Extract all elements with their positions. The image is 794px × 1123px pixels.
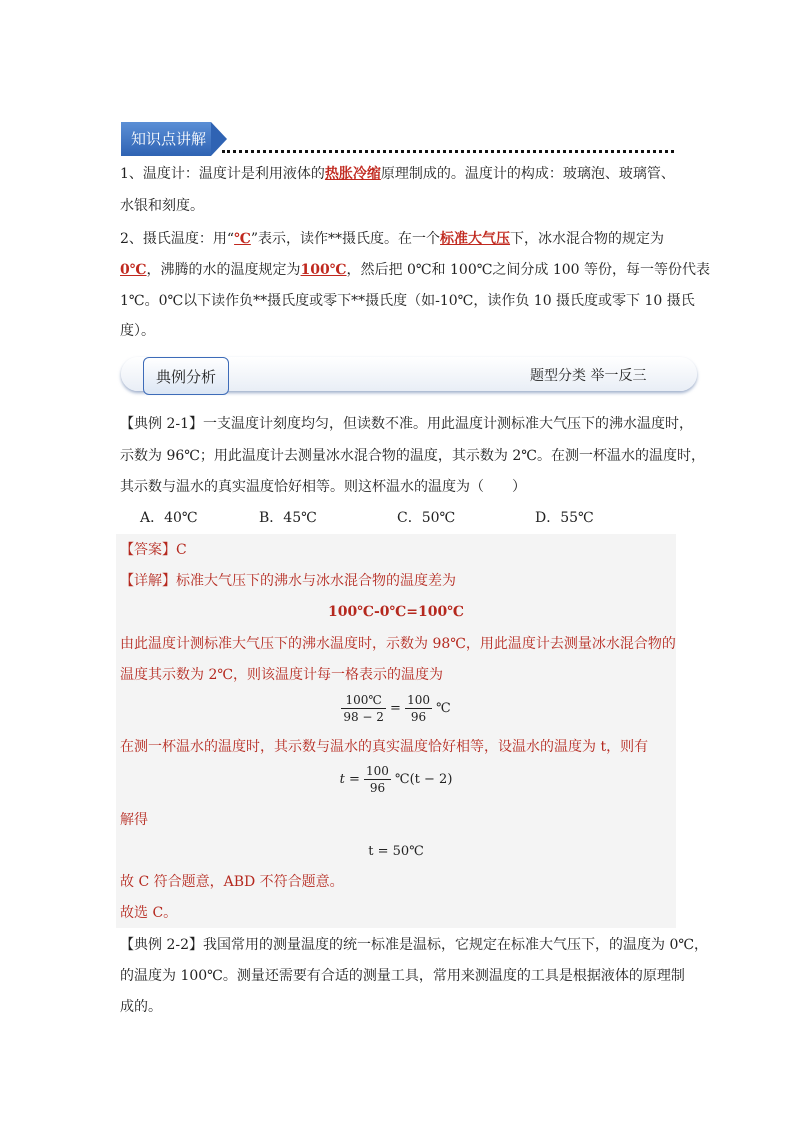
example-section-title: 典例分析 [155,368,216,386]
ex1-detail-line-3: 由此温度计测标准大气压下的沸水温度时，示数为 98℃，用此温度计去测量冰水混合物的 [120,636,676,652]
kp-paragraph-2-line-2: 0℃，沸腾的水的温度规定为100℃，然后把 0℃和 100℃之间分成 100 等份，每一等份代表 [120,262,711,278]
example-section-subtitle: 题型分类 举一反三 [530,368,647,384]
ex1-question-line-3: 其示数与温水的真实温度恰好相等。则这杯温水的温度为（ ） [120,479,526,495]
highlight-standard-pressure: 标准大气压 [440,231,511,247]
ex1-option-c: C．50℃ [397,510,456,526]
kp-paragraph-2-line-3: 1℃。0℃以下读作负**摄氏度或零下**摄氏度（如-10℃，读作负 10 摄氏度或零下 10 摄氏 [120,293,695,309]
dotted-divider [222,150,674,153]
kp-paragraph-2-line-4: 度）。 [120,323,155,339]
ex2-question-line-2: 的温度为 100℃。测量还需要有合适的测量工具，常用来测温度的工具是根据液体的原理制 [120,968,685,984]
ex1-question-line-1: 【典例 2-1】一支温度计刻度均匀，但读数不准。用此温度计测标准大气压下的沸水温度时， [120,416,693,432]
knowledge-section-title: 知识点讲解 [131,130,207,148]
kp-paragraph-1-line-1: 1、温度计：温度计是利用液体的热胀冷缩原理制成的。温度计的构成：玻璃泡、玻璃管、 [120,166,675,182]
kp-paragraph-1-line-2: 水银和刻度。 [120,198,204,214]
knowledge-section-banner [121,122,211,156]
ex1-detail-line-9: 故选 C。 [120,905,178,921]
ex1-detail-line-6: 解得 [120,812,148,828]
formula-2-fraction: $\frac{100}{96}$ [366,764,389,795]
ex2-question-line-3: 成的。 [120,999,162,1015]
formula-1-fraction-a: $\frac{100℃}{98 - 2}$ [343,693,384,724]
formula-1-fraction-b: $\frac{100}{96}$ [407,693,430,724]
ex1-option-d: D．55℃ [535,510,594,526]
ex1-detail-line-1: 【详解】标准大气压下的沸水与冰水混合物的温度差为 [120,573,456,589]
ex1-detail-line-8: 故 C 符合题意，ABD 不符合题意。 [120,874,344,890]
answer-panel [116,534,676,928]
ex1-detail-line-5: 在测一杯温水的温度时，其示数与温水的真实温度恰好相等，设温水的温度为 t，则有 [120,739,649,755]
ex2-question-line-1: 【典例 2-2】我国常用的测量温度的统一标准是温标，它规定在标准大气压下，的温度为 0℃， [120,937,709,953]
ex1-formula-1: $\frac{100℃}{98 - 2}$ = $\frac{100}{96}$ ℃ [343,693,451,724]
detail-label: 【详解】 [120,573,176,589]
ex1-detail-line-4: 温度其示数为 2℃，则该温度计每一格表示的温度为 [120,667,444,683]
ex1-answer: 【答案】C [120,542,187,558]
ex1-formula-2: t = $\frac{100}{96}$ ℃(t − 2) [339,764,453,795]
ex1-detail-equation-1: 100℃-0℃=100℃ [327,604,465,620]
highlight-zero-celsius: 0℃ [120,262,147,278]
highlight-celsius-symbol: ℃ [234,231,251,247]
ex1-option-a: A．40℃ [140,510,198,526]
ex1-option-b: B．45℃ [259,510,317,526]
highlight-hundred-celsius: 100℃ [300,262,347,278]
kp-paragraph-2-line-1: 2、摄氏温度：用“℃”表示，读作**摄氏度。在一个标准大气压下，冰水混合物的规定为 [120,231,665,247]
example-section-tab [143,357,229,395]
ex1-formula-3: t = 50℃ [368,844,424,859]
highlight-thermal-expansion: 热胀冷缩 [324,166,381,182]
ex1-question-line-2: 示数为 96℃；用此温度计去测量冰水混合物的温度，其示数为 2℃。在测一杯温水的温度时， [120,448,705,464]
